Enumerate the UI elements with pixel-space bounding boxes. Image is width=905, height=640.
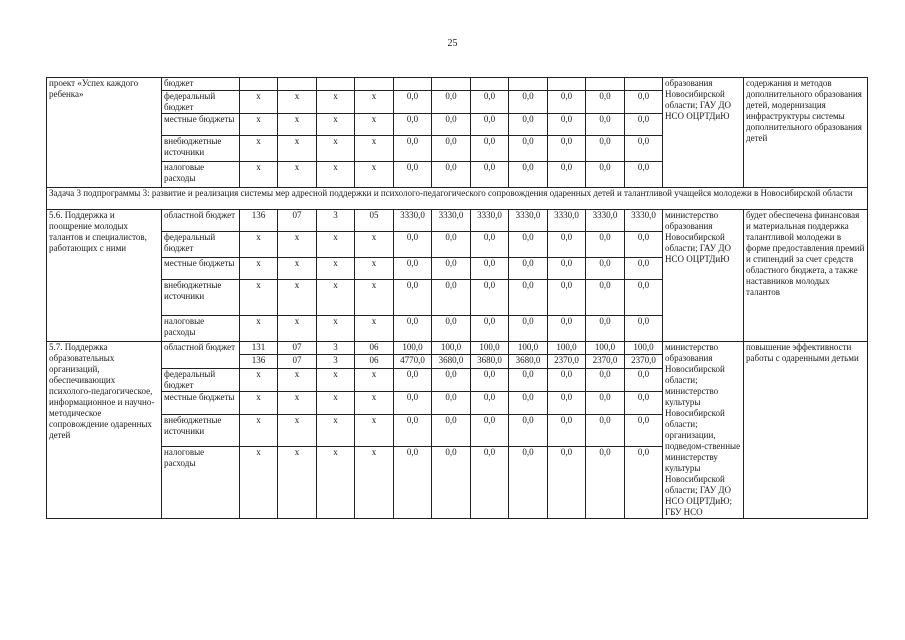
value-cell: 0,0	[432, 280, 471, 316]
program-table	[46, 77, 868, 519]
value-cell: x	[278, 446, 317, 518]
value-cell: 0,0	[586, 368, 625, 392]
value-cell: 3330,0	[586, 210, 625, 232]
value-cell: 0,0	[548, 232, 586, 258]
value-cell: 0,0	[432, 136, 471, 162]
value-cell: 0,0	[509, 91, 548, 114]
funding-source: местные бюджеты	[162, 114, 240, 136]
page-number: 25	[447, 38, 458, 49]
value-cell: 0,0	[394, 91, 432, 114]
value-cell: 0,0	[586, 232, 625, 258]
value-cell: 131	[240, 342, 278, 355]
funding-source: внебюджетные источники	[162, 415, 240, 447]
value-cell	[432, 78, 471, 91]
value-cell: x	[278, 316, 317, 342]
value-cell: x	[355, 415, 394, 447]
value-cell: 3680,0	[432, 355, 471, 368]
value-cell: 0,0	[471, 280, 509, 316]
value-cell: 100,0	[586, 342, 625, 355]
value-cell	[355, 78, 394, 91]
value-cell: 0,0	[586, 136, 625, 162]
value-cell: x	[317, 162, 355, 188]
value-cell: 0,0	[432, 258, 471, 280]
value-cell: 2370,0	[548, 355, 586, 368]
value-cell: x	[355, 114, 394, 136]
value-cell	[471, 78, 509, 91]
value-cell: 0,0	[509, 232, 548, 258]
value-cell: 0,0	[625, 162, 663, 188]
value-cell: x	[355, 392, 394, 415]
result-cell: повышение эффективности работы с одаренными детьми	[744, 342, 868, 519]
value-cell: x	[278, 162, 317, 188]
value-cell: x	[240, 392, 278, 415]
task-row	[47, 188, 868, 210]
table-row	[47, 210, 868, 232]
value-cell: 0,0	[471, 258, 509, 280]
value-cell: x	[278, 415, 317, 447]
value-cell: 0,0	[394, 446, 432, 518]
value-cell: 0,0	[625, 136, 663, 162]
funding-source: областной бюджет	[162, 210, 240, 232]
value-cell: x	[355, 258, 394, 280]
value-cell: 0,0	[586, 316, 625, 342]
value-cell: 100,0	[509, 342, 548, 355]
value-cell	[586, 78, 625, 91]
value-cell: x	[240, 136, 278, 162]
value-cell: 0,0	[548, 316, 586, 342]
value-cell: x	[240, 415, 278, 447]
value-cell: 3330,0	[394, 210, 432, 232]
value-cell: 0,0	[394, 136, 432, 162]
value-cell: 0,0	[509, 392, 548, 415]
value-cell: x	[240, 316, 278, 342]
value-cell: 3	[317, 355, 355, 368]
value-cell: 0,0	[471, 368, 509, 392]
value-cell: 07	[278, 342, 317, 355]
value-cell: 05	[355, 210, 394, 232]
value-cell: 3330,0	[471, 210, 509, 232]
funding-source: налоговые расходы	[162, 162, 240, 188]
funding-source: налоговые расходы	[162, 446, 240, 518]
value-cell: 2370,0	[625, 355, 663, 368]
value-cell: x	[317, 368, 355, 392]
value-cell: 0,0	[394, 232, 432, 258]
funding-source: федеральный бюджет	[162, 232, 240, 258]
value-cell: x	[278, 258, 317, 280]
value-cell: 0,0	[625, 392, 663, 415]
value-cell: x	[355, 162, 394, 188]
value-cell: 0,0	[586, 162, 625, 188]
value-cell: 0,0	[471, 232, 509, 258]
value-cell: 0,0	[586, 114, 625, 136]
value-cell: 100,0	[548, 342, 586, 355]
value-cell: 0,0	[432, 368, 471, 392]
value-cell: x	[355, 280, 394, 316]
funding-source: местные бюджеты	[162, 392, 240, 415]
value-cell: 0,0	[625, 446, 663, 518]
value-cell: x	[355, 136, 394, 162]
value-cell: 0,0	[509, 114, 548, 136]
value-cell: x	[240, 114, 278, 136]
value-cell: 0,0	[586, 91, 625, 114]
funding-source: областной бюджет	[162, 342, 240, 369]
value-cell: x	[240, 232, 278, 258]
value-cell: 0,0	[432, 114, 471, 136]
value-cell: 3680,0	[471, 355, 509, 368]
value-cell: 136	[240, 210, 278, 232]
value-cell: 0,0	[509, 258, 548, 280]
value-cell: x	[240, 368, 278, 392]
value-cell: 0,0	[394, 258, 432, 280]
value-cell: 3330,0	[432, 210, 471, 232]
value-cell: 0,0	[548, 258, 586, 280]
value-cell: 0,0	[509, 368, 548, 392]
value-cell: x	[355, 446, 394, 518]
value-cell: 0,0	[471, 136, 509, 162]
value-cell: 06	[355, 355, 394, 368]
value-cell: x	[317, 114, 355, 136]
value-cell: 0,0	[432, 232, 471, 258]
value-cell: 0,0	[625, 415, 663, 447]
value-cell: 0,0	[394, 162, 432, 188]
value-cell: x	[355, 91, 394, 114]
table-row	[47, 78, 868, 91]
value-cell: 0,0	[509, 136, 548, 162]
value-cell: x	[317, 232, 355, 258]
funding-source: налоговые расходы	[162, 316, 240, 342]
value-cell: x	[278, 136, 317, 162]
funding-source: местные бюджеты	[162, 258, 240, 280]
value-cell: 0,0	[625, 232, 663, 258]
value-cell: 0,0	[509, 415, 548, 447]
value-cell: 0,0	[586, 415, 625, 447]
value-cell: x	[317, 258, 355, 280]
value-cell: 0,0	[394, 415, 432, 447]
value-cell: 0,0	[471, 114, 509, 136]
value-cell	[240, 78, 278, 91]
value-cell: 0,0	[548, 114, 586, 136]
executor-cell: образования Новосибирской области; ГАУ ДО НСО ОЦРТДиЮ	[663, 78, 744, 188]
value-cell: x	[278, 114, 317, 136]
value-cell	[278, 78, 317, 91]
value-cell: 0,0	[471, 415, 509, 447]
value-cell: x	[317, 446, 355, 518]
value-cell: 0,0	[586, 392, 625, 415]
value-cell: 0,0	[548, 91, 586, 114]
value-cell: 0,0	[548, 392, 586, 415]
funding-source: федеральный бюджет	[162, 91, 240, 114]
value-cell: 0,0	[471, 446, 509, 518]
value-cell: 0,0	[394, 368, 432, 392]
value-cell	[625, 78, 663, 91]
executor-cell: министерство образования Новосибирской области; ГАУ ДО НСО ОЦРТДиЮ	[663, 210, 744, 342]
value-cell: x	[240, 162, 278, 188]
value-cell: x	[278, 280, 317, 316]
value-cell: 0,0	[471, 392, 509, 415]
value-cell: x	[355, 316, 394, 342]
value-cell: 0,0	[394, 316, 432, 342]
value-cell: 3	[317, 210, 355, 232]
value-cell: 06	[355, 342, 394, 355]
value-cell: 0,0	[432, 415, 471, 447]
value-cell: 0,0	[394, 114, 432, 136]
value-cell: 100,0	[432, 342, 471, 355]
value-cell	[509, 78, 548, 91]
value-cell: 0,0	[548, 280, 586, 316]
value-cell: 0,0	[625, 114, 663, 136]
value-cell: 0,0	[625, 280, 663, 316]
value-cell: 0,0	[471, 91, 509, 114]
value-cell: 0,0	[625, 91, 663, 114]
value-cell: 0,0	[625, 368, 663, 392]
value-cell: x	[355, 368, 394, 392]
value-cell: 3330,0	[625, 210, 663, 232]
funding-source: бюджет	[162, 78, 240, 91]
value-cell: 136	[240, 355, 278, 368]
value-cell: x	[278, 91, 317, 114]
value-cell: x	[240, 91, 278, 114]
value-cell: 0,0	[548, 136, 586, 162]
executor-cell: министерство образования Новосибирской области; министерство культуры Новосибирской области; организации, подведом-ственные министерству культуры Новосибирской области; ГАУ ДО НСО ОЦРТДиЮ; ГБУ НСО	[663, 342, 744, 519]
funding-source: федеральный бюджет	[162, 368, 240, 392]
value-cell: 0,0	[432, 392, 471, 415]
value-cell: x	[317, 136, 355, 162]
value-cell: 0,0	[548, 415, 586, 447]
funding-source: внебюджетные источники	[162, 280, 240, 316]
value-cell: x	[278, 392, 317, 415]
value-cell: 0,0	[394, 392, 432, 415]
value-cell: 3	[317, 342, 355, 355]
value-cell: 0,0	[586, 446, 625, 518]
measure-name: 5.6. Поддержка и поощрение молодых талантов и специалистов, работающих с ними	[47, 210, 162, 342]
value-cell: 2370,0	[586, 355, 625, 368]
value-cell: 0,0	[432, 91, 471, 114]
value-cell: 100,0	[394, 342, 432, 355]
value-cell: 3680,0	[509, 355, 548, 368]
value-cell: x	[278, 232, 317, 258]
value-cell: 0,0	[432, 446, 471, 518]
value-cell: 07	[278, 355, 317, 368]
value-cell: x	[355, 232, 394, 258]
value-cell: 0,0	[548, 368, 586, 392]
value-cell: 0,0	[509, 446, 548, 518]
value-cell	[317, 78, 355, 91]
value-cell: 0,0	[509, 316, 548, 342]
value-cell: 0,0	[548, 446, 586, 518]
value-cell: x	[317, 91, 355, 114]
value-cell: x	[240, 446, 278, 518]
value-cell: 0,0	[625, 316, 663, 342]
value-cell: x	[240, 258, 278, 280]
value-cell: 0,0	[625, 258, 663, 280]
value-cell: 0,0	[548, 162, 586, 188]
task-heading: Задача 3 подпрограммы 3: развитие и реализация системы мер адресной поддержки и психолого-педагогического сопровождения одаренных детей и талантливой учащейся молодежи в Новосибирской области	[47, 188, 868, 210]
value-cell: x	[317, 415, 355, 447]
value-cell: x	[240, 280, 278, 316]
value-cell: x	[317, 392, 355, 415]
value-cell: 0,0	[432, 316, 471, 342]
value-cell: x	[278, 368, 317, 392]
table-body	[47, 78, 868, 519]
value-cell: 4770,0	[394, 355, 432, 368]
value-cell	[394, 78, 432, 91]
value-cell: 0,0	[394, 280, 432, 316]
value-cell: 0,0	[509, 280, 548, 316]
value-cell: 3330,0	[509, 210, 548, 232]
value-cell: 07	[278, 210, 317, 232]
result-cell: содержания и методов дополнительного образования детей, модернизация инфраструктуры системы дополнительного образования детей	[744, 78, 868, 188]
table-row	[47, 342, 868, 355]
value-cell: 100,0	[625, 342, 663, 355]
measure-name: 5.7. Поддержка образовательных организаций, обеспечивающих психолого-педагогическое, информационное и научно-методическое сопровождение одаренных детей	[47, 342, 162, 519]
value-cell: x	[317, 316, 355, 342]
value-cell: 0,0	[586, 280, 625, 316]
value-cell: 0,0	[471, 162, 509, 188]
value-cell: 0,0	[586, 258, 625, 280]
value-cell: 0,0	[471, 316, 509, 342]
value-cell: 0,0	[509, 162, 548, 188]
measure-name: проект «Успех каждого ребенка»	[47, 78, 162, 188]
value-cell	[548, 78, 586, 91]
result-cell: будет обеспечена финансовая и материальная поддержка талантливой молодежи в форме предоставления премий и стипендий за счет средств областного бюджета, а также наставников молодых талантов	[744, 210, 868, 342]
value-cell: 100,0	[471, 342, 509, 355]
value-cell: 3330,0	[548, 210, 586, 232]
funding-source: внебюджетные источники	[162, 136, 240, 162]
value-cell: x	[317, 280, 355, 316]
value-cell: 0,0	[432, 162, 471, 188]
